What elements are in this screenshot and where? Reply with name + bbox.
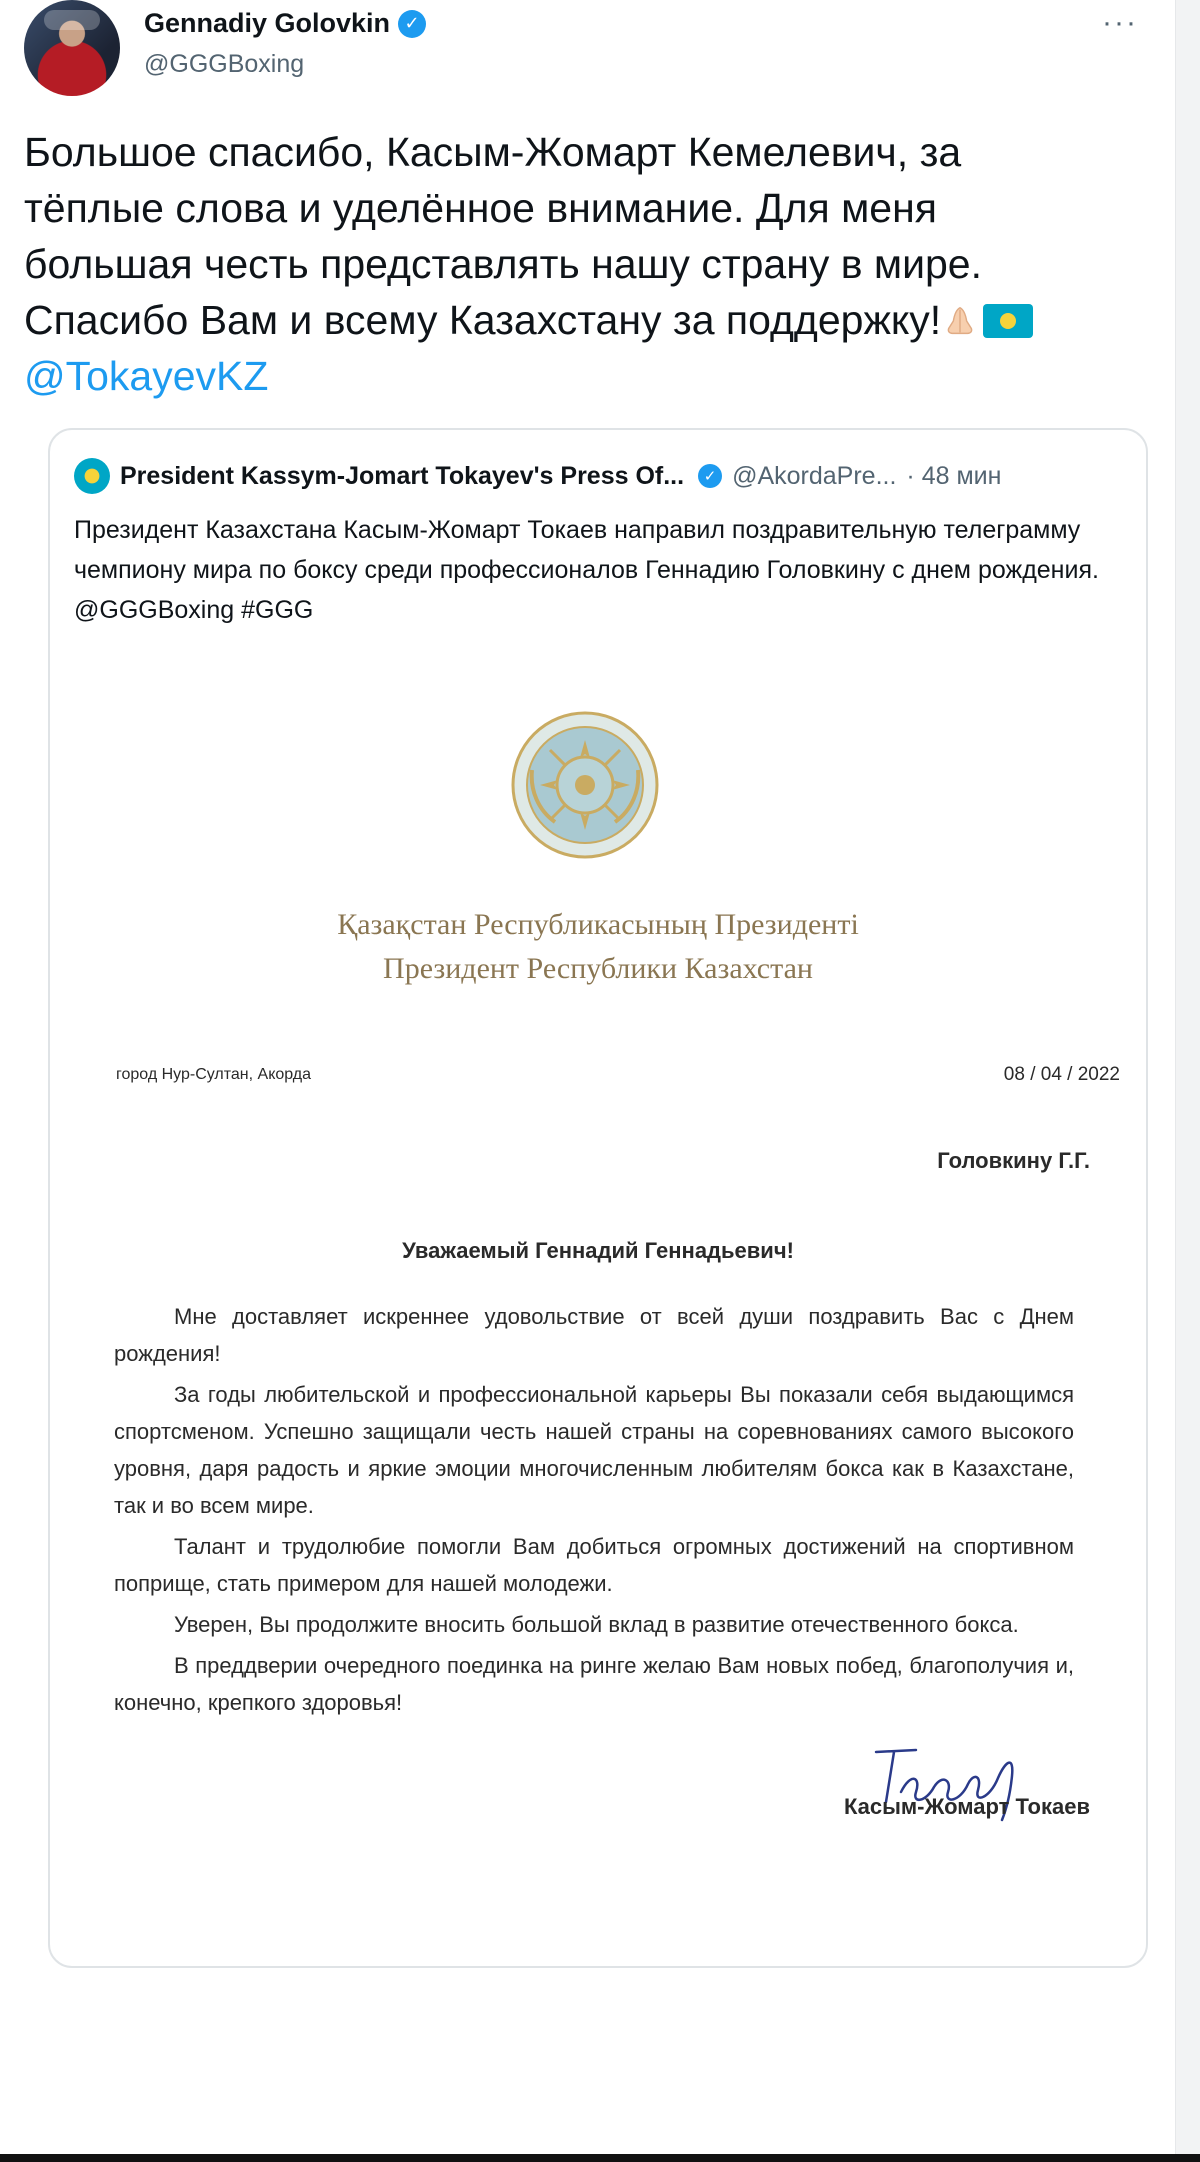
quoted-display-name[interactable]: President Kassym-Jomart Tokayev's Press Of... — [120, 461, 685, 490]
user-handle[interactable]: @GGGBoxing — [144, 50, 305, 78]
quoted-tweet-text: Президент Казахстана Касым-Жомарт Токаев направил поздравительную телеграмму чемпиону мира по боксу среди профессионалов Геннадию Головкину с днем рождения. @GGGBoxing #GGG — [74, 516, 1099, 624]
avatar[interactable] — [24, 0, 120, 96]
quoted-avatar[interactable] — [74, 458, 110, 494]
tweet-text — [24, 124, 1148, 404]
tweet-text-line: тёплые слова и уделённое внимание. Для меня — [24, 185, 937, 231]
display-name[interactable]: Gennadiy Golovkin — [144, 8, 391, 38]
letter-salutation: Уважаемый Геннадий Геннадьевич! — [402, 1238, 794, 1263]
letter-paragraph: Талант и трудолюбие помогли Вам добиться огромных достижений на спортивном поприще, стать примером для нашей молодежи. — [114, 1534, 1074, 1596]
letter-paragraph: В преддверии очередного поединка на ринге желаю Вам новых побед, благополучия и, конечно, крепкого здоровья! — [114, 1653, 1074, 1715]
tweet-header — [24, 0, 1148, 90]
quoted-handle[interactable]: @AkordaPre... — [732, 461, 897, 490]
letter-heading-ru: Президент Республики Казахстан — [383, 952, 813, 985]
letter-body — [114, 1298, 1074, 1725]
verified-badge-icon: ✓ — [398, 10, 426, 38]
mention-link[interactable]: @TokayevKZ — [24, 353, 269, 399]
name-row — [144, 8, 426, 39]
letter-date: 08 / 04 / 2022 — [1003, 1064, 1120, 1085]
letter-paragraph: Мне доставляет искреннее удовольствие от всей души поздравить Вас с Днем рождения! — [114, 1304, 1074, 1366]
folded-hands-icon — [941, 302, 979, 340]
letter-paragraph: Уверен, Вы продолжите вносить большой вклад в развитие отечественного бокса. — [174, 1612, 1019, 1637]
quoted-verified-badge-icon: ✓ — [698, 464, 722, 488]
quoted-tweet[interactable] — [48, 428, 1148, 1968]
tweet-text-line: Большое спасибо, Касым-Жомарт Кемелевич, за — [24, 129, 962, 175]
scroll-gutter — [1175, 0, 1200, 2162]
letter-paragraph: За годы любительской и профессиональной карьеры Вы показали себя выдающимся спортсменом. Успешно защищали честь нашей страны на соревнованиях самого высокого уровня, даря радость и яркие эмоции многочисленным любителям бокса как в Казахстане, так и во всем мире. — [114, 1382, 1074, 1518]
tweet-text-line: большая честь представлять нашу страну в мире. — [24, 241, 982, 287]
letter-heading-kz: Қазақстан Республикасының Президенті — [337, 908, 859, 941]
letter-city: город Нур-Султан, Акорда — [116, 1066, 312, 1083]
kazakhstan-emblem-icon — [510, 710, 660, 860]
letter-signer: Касым-Жомарт Токаев — [843, 1794, 1090, 1819]
quoted-tweet-header — [74, 458, 1001, 494]
quoted-timestamp[interactable]: · 48 мин — [906, 461, 1002, 490]
kazakhstan-flag-icon — [983, 304, 1033, 338]
tweet-text-line — [24, 292, 1148, 348]
letter-image[interactable] — [50, 670, 1146, 1950]
letter-addressee: Головкину Г.Г. — [937, 1148, 1090, 1173]
mention-line — [24, 348, 1148, 404]
bottom-edge — [0, 2154, 1200, 2162]
tweet-text-line-text: Спасибо Вам и всему Казахстану за поддержку! — [24, 297, 942, 343]
more-options-icon[interactable]: ··· — [1102, 6, 1138, 39]
